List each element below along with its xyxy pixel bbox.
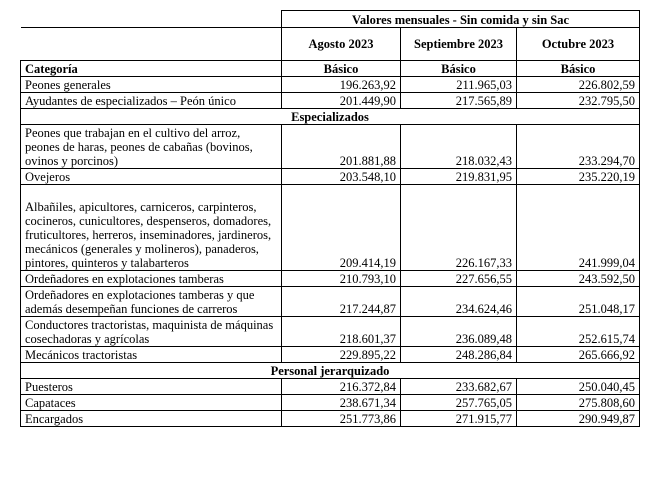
basic-header: Básico	[517, 61, 640, 77]
value-cell: 241.999,04	[517, 185, 640, 271]
basic-header: Básico	[401, 61, 517, 77]
value-cell: 217.244,87	[282, 287, 401, 317]
table-row	[21, 169, 640, 185]
category-cell: Ayudantes de especializados – Peón único	[21, 93, 282, 109]
section-row	[21, 109, 640, 125]
category-cell: Ordeñadores en explotaciones tamberas y que además desempeñan funciones de carreros	[21, 287, 282, 317]
value-cell: 233.682,67	[401, 379, 517, 395]
table-row	[21, 347, 640, 363]
table-row	[21, 125, 640, 169]
table-row	[21, 93, 640, 109]
table-row	[21, 77, 640, 93]
category-header: Categoría	[21, 61, 282, 77]
month-header-october: Octubre 2023	[517, 28, 640, 61]
value-cell: 226.802,59	[517, 77, 640, 93]
blank-corner	[21, 28, 282, 61]
value-cell: 290.949,87	[517, 411, 640, 427]
section-header: Especializados	[21, 109, 640, 125]
category-cell: Mecánicos tractoristas	[21, 347, 282, 363]
section-header: Personal jerarquizado	[21, 363, 640, 379]
value-cell: 203.548,10	[282, 169, 401, 185]
category-cell: Ovejeros	[21, 169, 282, 185]
category-cell: Capataces	[21, 395, 282, 411]
column-header-row	[21, 61, 640, 77]
wage-table	[20, 10, 640, 427]
super-header-row	[21, 11, 640, 28]
super-header: Valores mensuales - Sin comida y sin Sac	[282, 11, 640, 28]
value-cell: 229.895,22	[282, 347, 401, 363]
value-cell: 251.773,86	[282, 411, 401, 427]
value-cell: 210.793,10	[282, 271, 401, 287]
value-cell: 201.449,90	[282, 93, 401, 109]
value-cell: 236.089,48	[401, 317, 517, 347]
category-cell: Peones generales	[21, 77, 282, 93]
value-cell: 219.831,95	[401, 169, 517, 185]
table-row	[21, 317, 640, 347]
section-row	[21, 363, 640, 379]
value-cell: 209.414,19	[282, 185, 401, 271]
value-cell: 196.263,92	[282, 77, 401, 93]
category-cell: Encargados	[21, 411, 282, 427]
basic-header: Básico	[282, 61, 401, 77]
category-cell: Albañiles, apicultores, carniceros, carpinteros, cocineros, cunicultores, despenseros, domadores, fruticultores, herreros, inseminadores, jardineros, mecánicos (generales y molineros), panaderos, pintores, quinteros y talabarteros	[21, 185, 282, 271]
table-row	[21, 271, 640, 287]
table-row	[21, 287, 640, 317]
category-cell: Conductores tractoristas, maquinista de máquinas cosechadoras y agrícolas	[21, 317, 282, 347]
value-cell: 226.167,33	[401, 185, 517, 271]
value-cell: 271.915,77	[401, 411, 517, 427]
category-cell: Puesteros	[21, 379, 282, 395]
table-row	[21, 379, 640, 395]
value-cell: 250.040,45	[517, 379, 640, 395]
value-cell: 216.372,84	[282, 379, 401, 395]
value-cell: 238.671,34	[282, 395, 401, 411]
value-cell: 232.795,50	[517, 93, 640, 109]
value-cell: 251.048,17	[517, 287, 640, 317]
month-header-august: Agosto 2023	[282, 28, 401, 61]
table-row	[21, 395, 640, 411]
value-cell: 257.765,05	[401, 395, 517, 411]
value-cell: 211.965,03	[401, 77, 517, 93]
category-cell: Ordeñadores en explotaciones tamberas	[21, 271, 282, 287]
table-row	[21, 185, 640, 271]
value-cell: 217.565,89	[401, 93, 517, 109]
month-header-row	[21, 28, 640, 61]
value-cell: 243.592,50	[517, 271, 640, 287]
value-cell: 252.615,74	[517, 317, 640, 347]
blank-corner	[21, 11, 282, 28]
value-cell: 235.220,19	[517, 169, 640, 185]
value-cell: 218.601,37	[282, 317, 401, 347]
value-cell: 275.808,60	[517, 395, 640, 411]
value-cell: 218.032,43	[401, 125, 517, 169]
category-cell: Peones que trabajan en el cultivo del arroz, peones de haras, peones de cabañas (bovinos, ovinos y porcinos)	[21, 125, 282, 169]
value-cell: 234.624,46	[401, 287, 517, 317]
month-header-september: Septiembre 2023	[401, 28, 517, 61]
value-cell: 265.666,92	[517, 347, 640, 363]
value-cell: 248.286,84	[401, 347, 517, 363]
value-cell: 201.881,88	[282, 125, 401, 169]
value-cell: 233.294,70	[517, 125, 640, 169]
table-row	[21, 411, 640, 427]
value-cell: 227.656,55	[401, 271, 517, 287]
